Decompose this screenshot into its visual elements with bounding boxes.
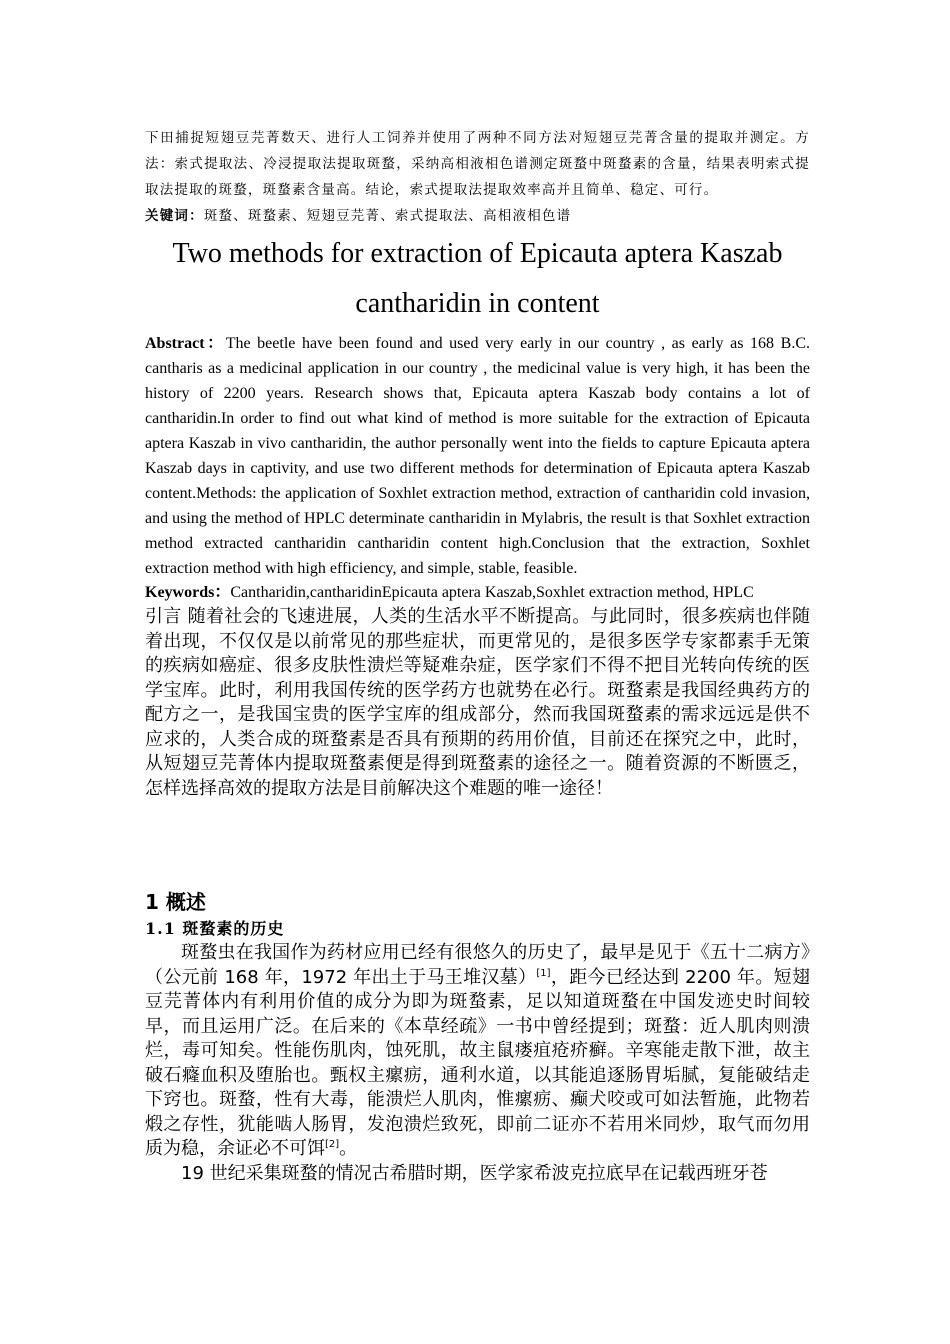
english-abstract	[145, 331, 810, 581]
citation-2: [2]	[325, 1139, 340, 1150]
chinese-abstract-continuation: 下田捕捉短翅豆芫菁数天、进行人工饲养并使用了两种不同方法对短翅豆芫菁含量的提取并测定。方法：索式提取法、冷浸提取法提取斑蝥，采纳高相液相色谱测定斑蝥中斑蝥素的含量，结果表明索式提取法提取的斑蝥，斑蝥素含量高。结论，索式提取法提取效率高并且简单、稳定、可行。	[145, 130, 810, 198]
english-title: Two methods for extraction of Epicauta aptera Kaszab cantharidin in content	[172, 238, 783, 319]
chinese-keywords	[145, 203, 810, 229]
history-paragraph-2: 19 世纪采集斑蝥的情况古希腊时期，医学家希波克拉底早在记载西班牙苍	[181, 1162, 768, 1184]
history-text-part2: ，距今已经达到 2200 年。短翅豆芫菁体内有利用价值的成分为即为斑蝥素，足以知道斑蝥在中国发迹史时间较早，而且运用广泛。在后来的《本草经疏》一书中曾经提到；斑蝥：近人肌肉则溃烂，毒可知矣。性能伤肌肉，蚀死肌，故主鼠瘘疽疮疥癣。辛寒能走散下泄，故主破石癃血积及堕胎也。甄权主瘰疬，通利水道，以其能追逐肠胃垢腻，复能破结走下窍也。斑蝥，性有大毒，能溃烂人肌肉，惟瘰疬、癫犬咬或可如法暂施，此物若煅之存性，犹能啮人肠胃，发泡溃烂致死，即前二证亦不若用米同炒，取气而勿用质为稳，余证必不可饵	[145, 966, 810, 1159]
history-paragraph	[145, 941, 810, 1162]
document-page	[145, 125, 810, 1186]
english-keywords-label: Keywords：	[145, 584, 231, 601]
english-keywords-text: Cantharidin,cantharidinEpicauta aptera Kaszab,Soxhlet extraction method, HPLC	[230, 584, 754, 601]
introduction-paragraph: 引言 随着社会的飞速进展，人类的生活水平不断提高。与此同时，很多疾病也伴随着出现，不仅仅是以前常见的那些症状，而更常见的，是很多医学专家都素手无策的疾病如癌症、很多皮肤性溃烂等疑难杂症，医学家们不得不把目光转向传统的医学宝库。此时，利用我国传统的医学药方也就势在必行。斑蝥素是我国经典药方的配方之一，是我国宝贵的医学宝库的组成部分，然而我国斑蝥素的需求远远是供不应求的，人类合成的斑蝥素是否具有预期的药用价值，目前还在探究之中，此时，从短翅豆芫菁体内提取斑蝥素便是得到斑蝥素的途径之一。随着资源的不断匮乏，怎样选择高效的提取方法是目前解决这个难题的唯一途径！	[145, 606, 810, 799]
chinese-keywords-text: 斑蝥、斑蝥素、短翅豆芫菁、索式提取法、高相液相色谱	[203, 208, 572, 224]
subsection-heading: 1.1 斑蝥素的历史	[145, 919, 285, 938]
citation-1: [1]	[536, 967, 551, 979]
english-keywords	[145, 581, 810, 605]
english-abstract-label: Abstract：	[145, 335, 226, 352]
history-text-part1: 斑蝥虫在我国作为药材应用已经有很悠久的历史了，最早是见于《五十二病方》（公元前 168 年，1972 年出土于马王堆汉墓）	[145, 942, 810, 988]
section-heading: 1 概述	[145, 890, 206, 914]
chinese-keywords-label: 关键词：	[145, 208, 204, 224]
history-text-part3: 。	[339, 1138, 358, 1159]
english-abstract-text: The beetle have been found and used very early in our country , as early as 168 B.C. cantharis as a medicinal application in our country , the medicinal value is very high, it has been the history of 2200 years. Research shows that, Epicauta aptera Kaszab body contains a lot of cantharidin.In order to find out what kind of method is more suitable for the extraction of Epicauta aptera Kaszab in vivo cantharidin, the author personally went into the fields to capture Epicauta aptera Kaszab days in captivity, and use two different methods for determination of Epicauta aptera Kaszab content.Methods: the application of Soxhlet extraction method, extraction of cantharidin cold invasion, and using the method of HPLC determinate cantharidin in Mylabris, the result is that Soxhlet extraction method extracted cantharidin cantharidin content high.Conclusion that the extraction, Soxhlet extraction method with high efficiency, and simple, stable, feasible.	[145, 335, 810, 577]
